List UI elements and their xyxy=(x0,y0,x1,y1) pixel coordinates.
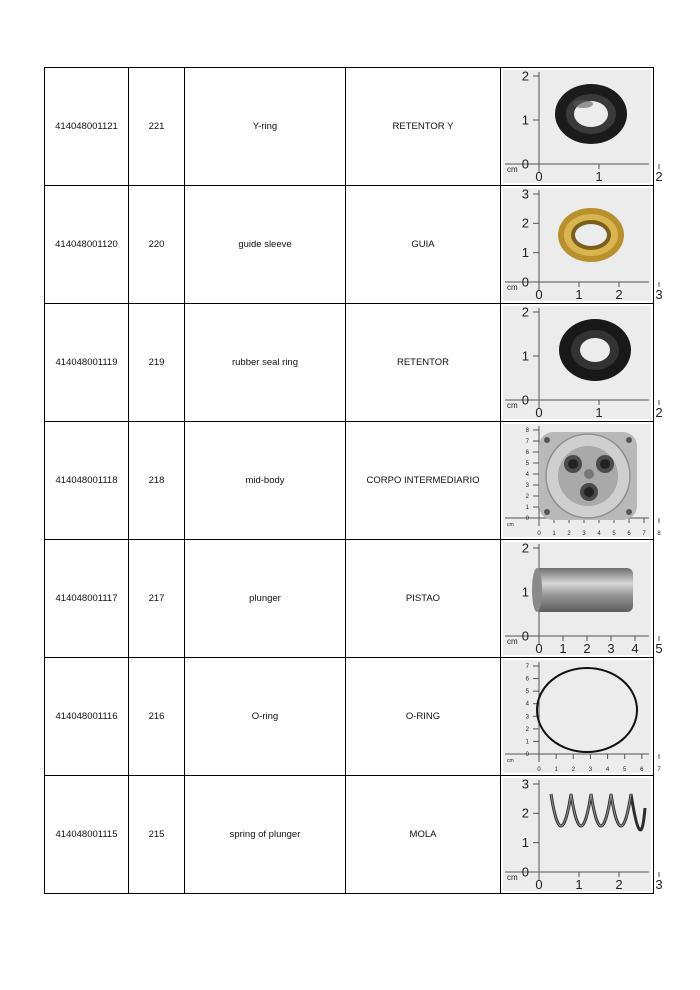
photo-cell xyxy=(501,68,663,186)
ruler-label: 5 xyxy=(525,689,529,696)
cm-ruler xyxy=(505,662,661,773)
ruler-label: 1 xyxy=(595,169,603,184)
ruler-label: 5 xyxy=(525,461,529,467)
part-name-pt: O-RING xyxy=(346,658,501,776)
part-name-en: mid-body xyxy=(185,422,346,540)
ruler-label: 0 xyxy=(521,392,529,408)
part-code: 414048001121 xyxy=(45,68,129,186)
ruler-label: 0 xyxy=(535,169,543,184)
ruler-label: 0 xyxy=(521,864,529,880)
ruler-label: 8 xyxy=(657,531,661,537)
cm-ruler xyxy=(505,776,663,892)
ruler-label: 0 xyxy=(521,156,529,172)
ruler-label: 3 xyxy=(521,186,529,202)
part-code: 414048001116 xyxy=(45,658,129,776)
table-row xyxy=(45,304,654,422)
part-number: 217 xyxy=(129,540,185,658)
part-name-pt: RETENTOR xyxy=(346,304,501,422)
ruler-label: 6 xyxy=(525,676,529,683)
ruler-label: 4 xyxy=(597,531,601,537)
part-photo xyxy=(503,304,663,420)
ruler-unit: cm xyxy=(507,873,518,882)
ruler-label: 3 xyxy=(582,531,586,537)
ruler-label: 0 xyxy=(525,752,529,758)
ruler-label: 2 xyxy=(525,494,529,500)
part-name-pt: RETENTOR Y xyxy=(346,68,501,186)
ruler-label: 2 xyxy=(655,169,663,184)
ruler-label: 4 xyxy=(605,767,610,773)
coil-spring-photo xyxy=(503,776,663,892)
ruler-label: 2 xyxy=(567,531,571,537)
part-code: 414048001118 xyxy=(45,422,129,540)
ruler-label: 4 xyxy=(631,641,639,656)
part-photo xyxy=(503,540,663,656)
ruler-label: 5 xyxy=(623,767,627,773)
ruler-label: 1 xyxy=(554,767,558,773)
ruler-label: 1 xyxy=(559,641,567,656)
ruler-label: 0 xyxy=(535,287,543,302)
part-photo xyxy=(503,424,661,537)
ruler-label: 2 xyxy=(615,877,623,892)
part-number: 219 xyxy=(129,304,185,422)
ruler-label: 5 xyxy=(655,641,663,656)
aluminium-mid-body-photo xyxy=(503,424,661,537)
ruler-label: 3 xyxy=(655,877,663,892)
part-name-en: Y-ring xyxy=(185,68,346,186)
part-number: 221 xyxy=(129,68,185,186)
ruler-label: 2 xyxy=(521,304,529,320)
ruler-label: 2 xyxy=(615,287,623,302)
thin-o-ring-photo xyxy=(503,660,661,773)
part-photo xyxy=(503,186,663,302)
ruler-label: 3 xyxy=(588,767,593,773)
photo-cell xyxy=(501,422,661,540)
steel-plunger-photo xyxy=(503,540,663,656)
ruler-label: 2 xyxy=(571,767,575,773)
ruler-label: 1 xyxy=(525,505,529,511)
part-name-pt: GUIA xyxy=(346,186,501,304)
part-photo xyxy=(503,776,663,892)
table-row xyxy=(45,186,654,304)
ruler-unit: cm xyxy=(507,758,514,764)
part-number: 220 xyxy=(129,186,185,304)
photo-cell xyxy=(501,540,663,658)
table-row xyxy=(45,540,654,658)
ruler-unit: cm xyxy=(507,283,518,292)
table-row xyxy=(45,422,654,540)
ruler-label: 1 xyxy=(521,835,529,850)
ruler-label: 4 xyxy=(525,701,529,708)
ruler-label: 8 xyxy=(525,428,529,434)
part-code: 414048001115 xyxy=(45,776,129,894)
ruler-label: 3 xyxy=(607,641,615,656)
ruler-label: 2 xyxy=(521,68,529,84)
ruler-label: 7 xyxy=(657,767,661,773)
ruler-label: 0 xyxy=(535,405,543,420)
black-oil-seal-photo xyxy=(503,68,663,184)
ruler-label: 1 xyxy=(521,348,529,364)
part-name-en: plunger xyxy=(185,540,346,658)
ruler-label: 0 xyxy=(537,531,541,537)
ruler-label: 0 xyxy=(535,641,543,656)
part-number: 216 xyxy=(129,658,185,776)
ruler-unit: cm xyxy=(507,401,518,410)
brass-guide-ring-photo xyxy=(503,186,663,302)
part-name-pt: PISTAO xyxy=(346,540,501,658)
ruler-label: 0 xyxy=(525,516,529,522)
ruler-label: 7 xyxy=(525,664,529,670)
part-name-pt: MOLA xyxy=(346,776,501,894)
ruler-label: 1 xyxy=(521,584,529,600)
ruler-unit: cm xyxy=(507,637,518,646)
ruler-label: 1 xyxy=(575,287,583,302)
ruler-label: 2 xyxy=(655,405,663,420)
part-photo xyxy=(503,68,663,184)
ruler-label: 5 xyxy=(612,531,616,537)
photo-cell xyxy=(501,658,661,776)
ruler-label: 1 xyxy=(575,877,583,892)
ruler-label: 2 xyxy=(521,805,529,821)
ruler-label: 0 xyxy=(537,767,541,773)
ruler-label: 2 xyxy=(525,726,529,733)
ruler-label: 3 xyxy=(525,483,529,489)
ruler-label: 0 xyxy=(521,628,529,644)
ruler-unit: cm xyxy=(507,522,514,528)
ruler-label: 3 xyxy=(521,776,529,792)
table-row xyxy=(45,68,654,186)
part-name-en: O-ring xyxy=(185,658,346,776)
part-name-en: guide sleeve xyxy=(185,186,346,304)
black-rubber-seal-photo xyxy=(503,304,663,420)
ruler-label: 1 xyxy=(521,245,529,260)
ruler-unit: cm xyxy=(507,165,518,174)
ruler-label: 2 xyxy=(583,641,591,656)
photo-cell xyxy=(501,304,663,422)
ruler-label: 1 xyxy=(521,112,529,128)
ruler-label: 1 xyxy=(552,531,556,537)
ruler-label: 7 xyxy=(525,439,529,445)
ruler-label: 1 xyxy=(595,405,603,420)
ruler-label: 4 xyxy=(525,472,529,478)
part-name-pt: CORPO INTERMEDIARIO xyxy=(346,422,501,540)
ruler-label: 1 xyxy=(525,739,529,746)
part-name-en: rubber seal ring xyxy=(185,304,346,422)
ruler-label: 3 xyxy=(525,714,529,721)
ruler-label: 6 xyxy=(627,531,631,537)
part-photo xyxy=(503,660,661,773)
ruler-label: 7 xyxy=(642,531,646,537)
table-row xyxy=(45,776,654,894)
ruler-label: 0 xyxy=(521,274,529,290)
ruler-label: 2 xyxy=(521,215,529,231)
ruler-label: 0 xyxy=(535,877,543,892)
photo-cell xyxy=(501,186,663,304)
part-name-en: spring of plunger xyxy=(185,776,346,894)
part-number: 215 xyxy=(129,776,185,894)
part-code: 414048001120 xyxy=(45,186,129,304)
part-code: 414048001117 xyxy=(45,540,129,658)
ruler-label: 6 xyxy=(640,767,644,773)
table-row xyxy=(45,658,654,776)
part-code: 414048001119 xyxy=(45,304,129,422)
ruler-label: 2 xyxy=(521,540,529,556)
ruler-label: 3 xyxy=(655,287,663,302)
ruler-label: 6 xyxy=(525,450,529,456)
parts-table xyxy=(44,67,663,894)
part-number: 218 xyxy=(129,422,185,540)
photo-cell xyxy=(501,776,663,894)
